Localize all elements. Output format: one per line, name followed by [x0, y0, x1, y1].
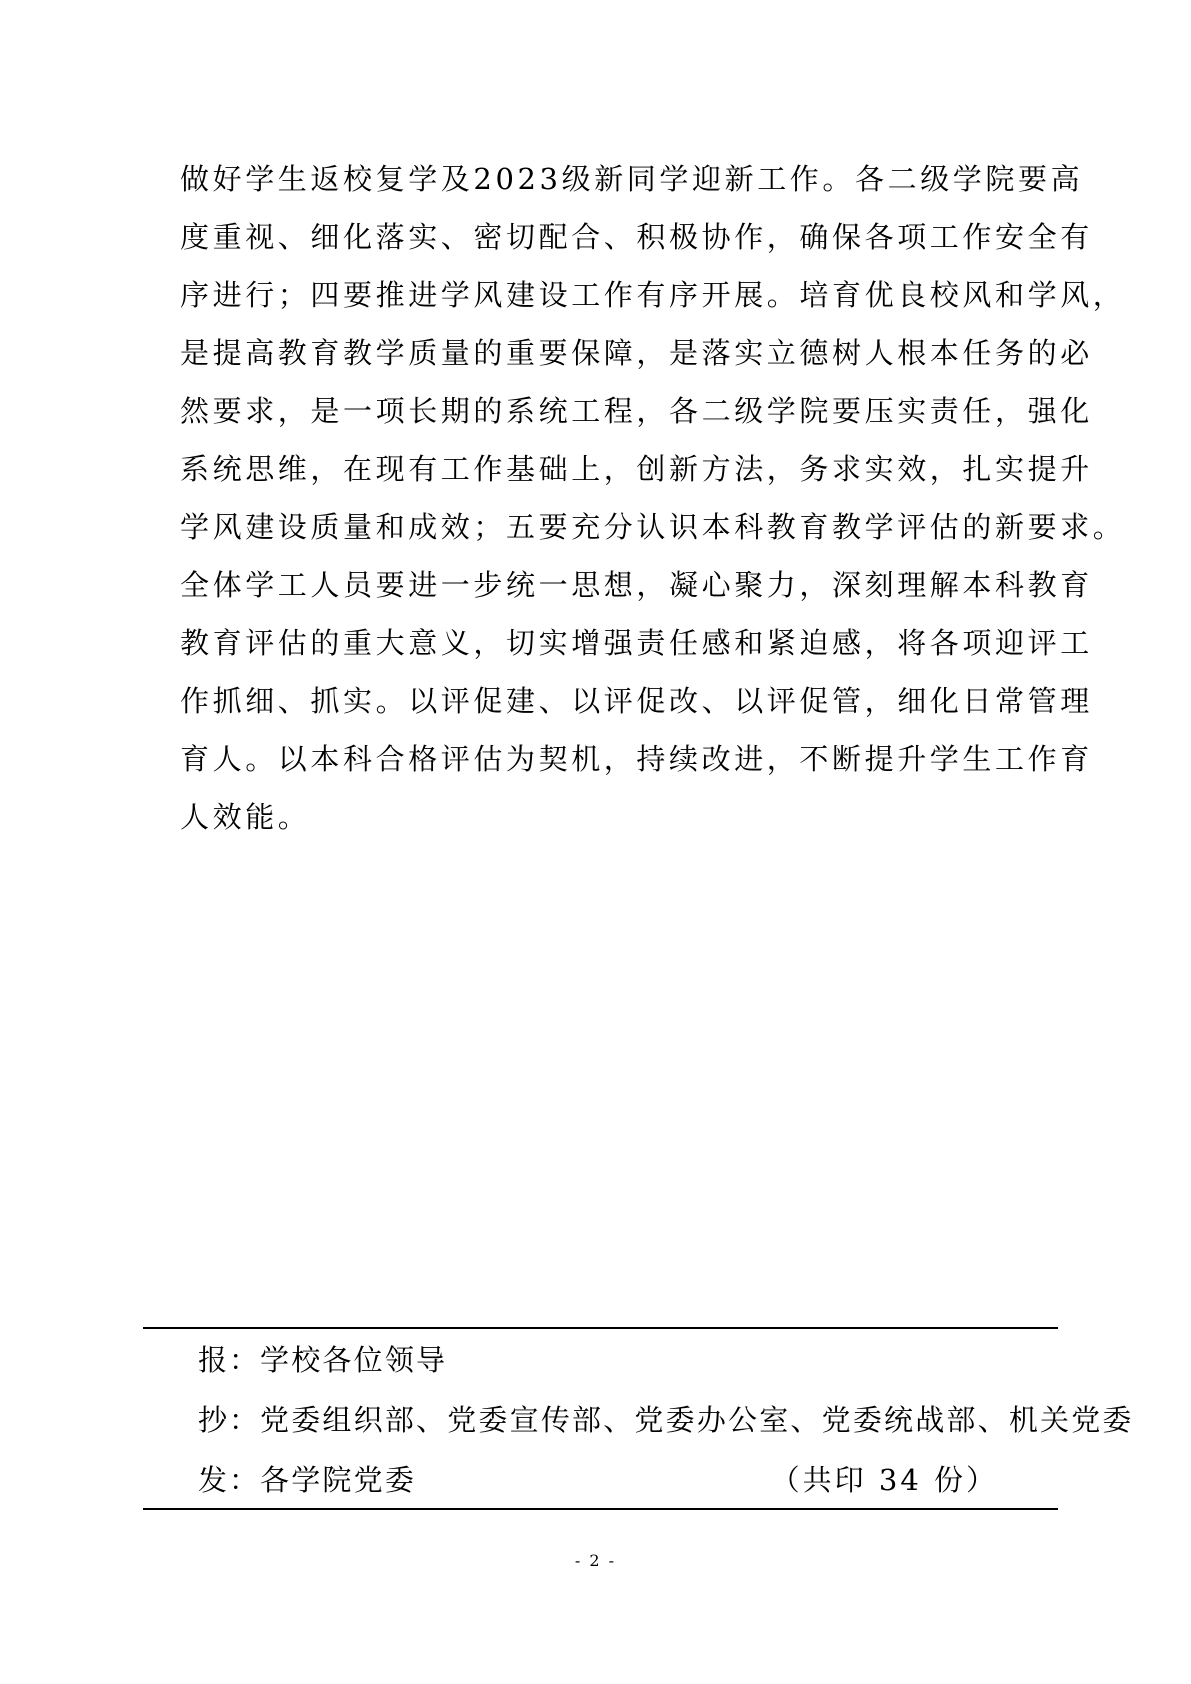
distribution-copy-row	[198, 1399, 1134, 1441]
copy-label: 抄：	[198, 1403, 261, 1437]
body-line: 全体学工人员要进一步统一思想，凝心聚力，深刻理解本科教育	[180, 568, 1093, 602]
distribution-report-row	[198, 1339, 447, 1381]
distribution-bottom-rule	[143, 1508, 1058, 1510]
body-line: 育人。以本科合格评估为契机，持续改进，不断提升学生工作育	[180, 742, 1093, 776]
body-text	[180, 150, 1126, 846]
issue-label: 发：	[198, 1463, 261, 1497]
issue-recipients: 各学院党委	[260, 1463, 417, 1497]
body-line: 系统思维，在现有工作基础上，创新方法，务求实效，扎实提升	[180, 452, 1093, 486]
distribution-issue-row	[198, 1459, 998, 1501]
body-line: 序进行；四要推进学风建设工作有序开展。培育优良校风和学风，	[180, 278, 1126, 312]
report-recipients: 学校各位领导	[260, 1343, 448, 1377]
print-copies-count: （共印 34 份）	[770, 1463, 998, 1497]
body-line: 做好学生返校复学及2023级新同学迎新工作。各二级学院要高	[180, 162, 1084, 196]
report-label: 报：	[198, 1343, 261, 1377]
body-line: 作抓细、抓实。以评促建、以评促改、以评促管，细化日常管理	[180, 684, 1093, 718]
body-line: 教育评估的重大意义，切实增强责任感和紧迫感，将各项迎评工	[180, 626, 1093, 660]
page-number: - 2 -	[574, 1551, 617, 1570]
copy-recipients: 党委组织部、党委宣传部、党委办公室、党委统战部、机关党委	[260, 1403, 1134, 1437]
distribution-top-rule	[143, 1327, 1058, 1329]
body-line: 是提高教育教学质量的重要保障，是落实立德树人根本任务的必	[180, 336, 1093, 370]
body-line: 然要求，是一项长期的系统工程，各二级学院要压实责任，强化	[180, 394, 1093, 428]
body-line: 人效能。	[180, 800, 311, 834]
body-line: 学风建设质量和成效；五要充分认识本科教育教学评估的新要求。	[180, 510, 1126, 544]
body-line: 度重视、细化落实、密切配合、积极协作，确保各项工作安全有	[180, 220, 1093, 254]
